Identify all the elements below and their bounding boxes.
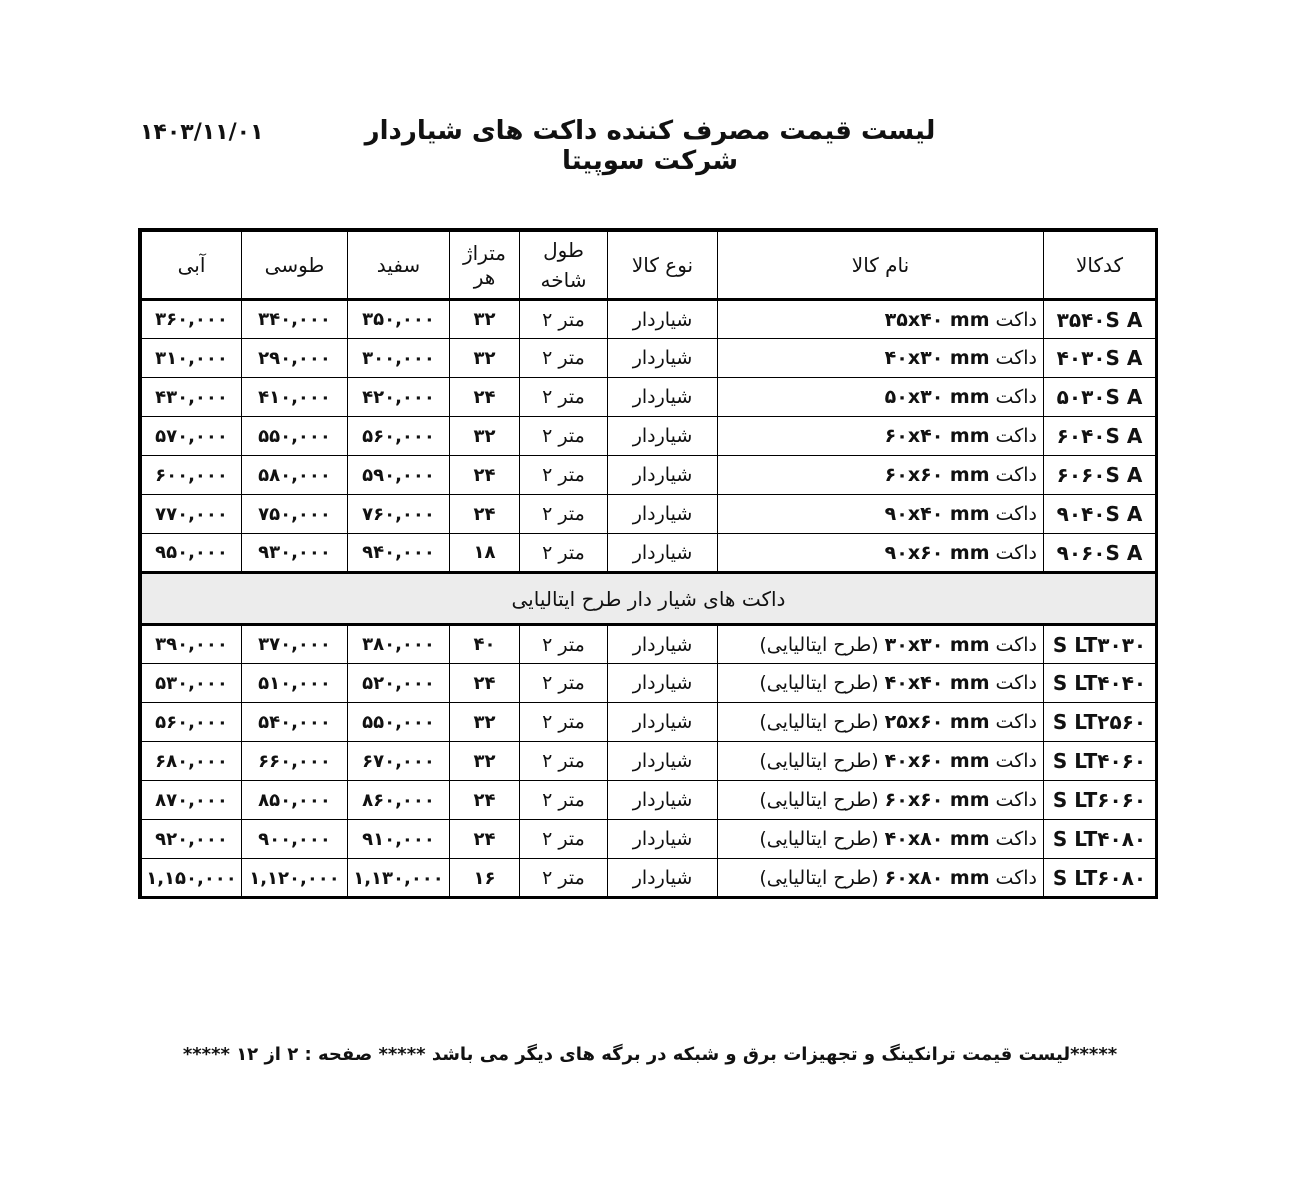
- cell-code: ۶۰۴۰S A: [1044, 417, 1156, 456]
- section-row: [142, 573, 1156, 625]
- cell-price-blue: ۶۸۰,۰۰۰: [142, 742, 242, 781]
- cell-price-white: ۸۶۰,۰۰۰: [348, 781, 450, 820]
- cell-price-white: ۳۵۰,۰۰۰: [348, 300, 450, 339]
- cell-name-size: ۳۰x۳۰ mm: [884, 633, 990, 656]
- cell-name-label: داکت: [989, 464, 1037, 486]
- cell-name-label: داکت: [989, 711, 1037, 733]
- cell-name-label: داکت: [989, 347, 1037, 369]
- cell-price-white: ۳۸۰,۰۰۰: [348, 625, 450, 664]
- cell-code: S LT۲۵۶۰: [1044, 703, 1156, 742]
- cell-name-label: داکت: [989, 425, 1037, 447]
- cell-meterage: ۲۴: [450, 495, 520, 534]
- cell-name-label: داکت: [989, 503, 1037, 525]
- cell-price-white: ۵۲۰,۰۰۰: [348, 664, 450, 703]
- cell-price-gray: ۶۶۰,۰۰۰: [242, 742, 348, 781]
- table-row: [142, 339, 1156, 378]
- table-row: [142, 742, 1156, 781]
- cell-meterage: ۲۴: [450, 378, 520, 417]
- table-row: [142, 300, 1156, 339]
- cell-name-suffix: (طرح ایتالیایی): [759, 828, 885, 850]
- table-row: [142, 781, 1156, 820]
- cell-type: شیاردار: [608, 664, 718, 703]
- cell-type: شیاردار: [608, 781, 718, 820]
- cell-name-label: [718, 417, 1044, 456]
- cell-meterage: ۲۴: [450, 820, 520, 859]
- cell-code: ۵۰۳۰S A: [1044, 378, 1156, 417]
- cell-price-white: ۱,۱۳۰,۰۰۰: [348, 859, 450, 898]
- header-length: طول شاخه: [520, 232, 608, 300]
- cell-price-white: ۶۷۰,۰۰۰: [348, 742, 450, 781]
- cell-name-suffix: (طرح ایتالیایی): [759, 633, 885, 656]
- table-row: [142, 820, 1156, 859]
- cell-name-suffix: (طرح ایتالیایی): [759, 672, 885, 694]
- cell-name-label: داکت: [989, 828, 1037, 850]
- cell-code: S LT۴۰۸۰: [1044, 820, 1156, 859]
- cell-name-size: ۹۰x۶۰ mm: [884, 541, 990, 564]
- cell-length: متر ۲: [520, 417, 608, 456]
- cell-price-blue: ۶۰۰,۰۰۰: [142, 456, 242, 495]
- section-title: داکت های شیار دار طرح ایتالیایی: [142, 573, 1156, 625]
- cell-price-white: ۳۰۰,۰۰۰: [348, 339, 450, 378]
- cell-code: ۹۰۶۰S A: [1044, 534, 1156, 573]
- table-header-row: [142, 232, 1156, 300]
- cell-length: متر ۲: [520, 534, 608, 573]
- cell-name-label: داکت: [989, 672, 1037, 694]
- cell-length: متر ۲: [520, 495, 608, 534]
- cell-name-label: [718, 859, 1044, 898]
- cell-name-size: ۶۰x۸۰ mm: [884, 867, 990, 889]
- cell-name-label: [718, 300, 1044, 339]
- cell-price-gray: ۵۱۰,۰۰۰: [242, 664, 348, 703]
- cell-name-label: [718, 495, 1044, 534]
- table-row: [142, 378, 1156, 417]
- cell-type: شیاردار: [608, 625, 718, 664]
- cell-price-blue: ۴۳۰,۰۰۰: [142, 378, 242, 417]
- cell-name-size: ۶۰x۴۰ mm: [884, 425, 990, 447]
- cell-name-size: ۶۰x۶۰ mm: [884, 464, 990, 486]
- cell-price-white: ۹۱۰,۰۰۰: [348, 820, 450, 859]
- header-gray: طوسی: [242, 232, 348, 300]
- cell-name-label: داکت: [989, 750, 1037, 772]
- cell-price-gray: ۴۱۰,۰۰۰: [242, 378, 348, 417]
- cell-length: متر ۲: [520, 456, 608, 495]
- table-row: [142, 417, 1156, 456]
- cell-name-size: ۵۰x۳۰ mm: [884, 386, 990, 408]
- cell-price-white: ۹۴۰,۰۰۰: [348, 534, 450, 573]
- cell-name-size: ۴۰x۳۰ mm: [884, 347, 990, 369]
- cell-name-label: داکت: [989, 308, 1037, 331]
- cell-price-white: ۷۶۰,۰۰۰: [348, 495, 450, 534]
- cell-length: متر ۲: [520, 378, 608, 417]
- cell-name-label: [718, 703, 1044, 742]
- cell-name-suffix: (طرح ایتالیایی): [759, 789, 885, 811]
- cell-price-gray: ۲۹۰,۰۰۰: [242, 339, 348, 378]
- header-code: کدکالا: [1044, 232, 1156, 300]
- cell-length: متر ۲: [520, 859, 608, 898]
- cell-name-size: ۳۵x۴۰ mm: [884, 308, 990, 331]
- price-table: [141, 231, 1156, 898]
- cell-name-label: [718, 534, 1044, 573]
- cell-meterage: ۳۲: [450, 703, 520, 742]
- cell-type: شیاردار: [608, 703, 718, 742]
- cell-name-suffix: (طرح ایتالیایی): [759, 867, 885, 889]
- table-row: [142, 495, 1156, 534]
- cell-name-label: [718, 625, 1044, 664]
- cell-meterage: ۳۲: [450, 742, 520, 781]
- cell-length: متر ۲: [520, 820, 608, 859]
- cell-type: شیاردار: [608, 339, 718, 378]
- cell-length: متر ۲: [520, 781, 608, 820]
- cell-price-blue: ۳۹۰,۰۰۰: [142, 625, 242, 664]
- cell-type: شیاردار: [608, 820, 718, 859]
- header-name: نام کالا: [718, 232, 1044, 300]
- cell-type: شیاردار: [608, 378, 718, 417]
- cell-price-blue: ۸۷۰,۰۰۰: [142, 781, 242, 820]
- section-body: [142, 573, 1156, 625]
- cell-price-white: ۵۵۰,۰۰۰: [348, 703, 450, 742]
- cell-name-label: [718, 781, 1044, 820]
- cell-type: شیاردار: [608, 300, 718, 339]
- cell-code: S LT۴۰۶۰: [1044, 742, 1156, 781]
- cell-price-blue: ۷۷۰,۰۰۰: [142, 495, 242, 534]
- cell-code: S LT۶۰۸۰: [1044, 859, 1156, 898]
- cell-type: شیاردار: [608, 859, 718, 898]
- footer-note: *****لیست قیمت ترانکینگ و تجهیزات برق و شبکه در برگه های دیگر می باشد ***** صفحه : ۲ از ۱۲ *****: [182, 1044, 1118, 1065]
- cell-name-label: داکت: [989, 541, 1037, 564]
- cell-type: شیاردار: [608, 417, 718, 456]
- cell-name-label: [718, 339, 1044, 378]
- cell-name-suffix: (طرح ایتالیایی): [759, 711, 885, 733]
- cell-price-gray: ۷۵۰,۰۰۰: [242, 495, 348, 534]
- cell-name-label: [718, 378, 1044, 417]
- price-table-container: [138, 228, 1158, 899]
- table-row: [142, 625, 1156, 664]
- cell-name-size: ۹۰x۴۰ mm: [884, 503, 990, 525]
- cell-name-label: [718, 820, 1044, 859]
- cell-name-size: ۴۰x۸۰ mm: [884, 828, 990, 850]
- cell-price-blue: ۹۵۰,۰۰۰: [142, 534, 242, 573]
- cell-meterage: ۱۶: [450, 859, 520, 898]
- cell-price-gray: ۳۴۰,۰۰۰: [242, 300, 348, 339]
- cell-name-label: داکت: [989, 867, 1037, 889]
- table-row: [142, 859, 1156, 898]
- header-meterage: متراژ هر: [450, 232, 520, 300]
- cell-meterage: ۲۴: [450, 664, 520, 703]
- cell-meterage: ۴۰: [450, 625, 520, 664]
- cell-length: متر ۲: [520, 625, 608, 664]
- header-type: نوع کالا: [608, 232, 718, 300]
- cell-type: شیاردار: [608, 534, 718, 573]
- cell-code: S LT۶۰۶۰: [1044, 781, 1156, 820]
- cell-type: شیاردار: [608, 456, 718, 495]
- cell-price-blue: ۵۷۰,۰۰۰: [142, 417, 242, 456]
- page-title: لیست قیمت مصرف کننده داکت های شیاردار شرکت سوپیتا: [364, 116, 936, 176]
- cell-name-suffix: (طرح ایتالیایی): [759, 750, 885, 772]
- cell-code: S LT۴۰۴۰: [1044, 664, 1156, 703]
- cell-meterage: ۲۴: [450, 456, 520, 495]
- cell-name-label: داکت: [989, 789, 1037, 811]
- cell-price-blue: ۹۲۰,۰۰۰: [142, 820, 242, 859]
- table-body-group1: [142, 300, 1156, 573]
- cell-meterage: ۳۲: [450, 339, 520, 378]
- cell-code: ۶۰۶۰S A: [1044, 456, 1156, 495]
- cell-meterage: ۱۸: [450, 534, 520, 573]
- cell-code: ۳۵۴۰S A: [1044, 300, 1156, 339]
- cell-name-size: ۲۵x۶۰ mm: [884, 711, 990, 733]
- cell-length: متر ۲: [520, 300, 608, 339]
- cell-meterage: ۳۲: [450, 417, 520, 456]
- cell-price-blue: ۵۳۰,۰۰۰: [142, 664, 242, 703]
- document-date: ۱۴۰۳/۱۱/۰۱: [140, 120, 264, 145]
- cell-price-blue: ۵۶۰,۰۰۰: [142, 703, 242, 742]
- cell-code: ۹۰۴۰S A: [1044, 495, 1156, 534]
- cell-price-gray: ۳۷۰,۰۰۰: [242, 625, 348, 664]
- cell-length: متر ۲: [520, 664, 608, 703]
- cell-length: متر ۲: [520, 703, 608, 742]
- cell-code: S LT۳۰۳۰: [1044, 625, 1156, 664]
- cell-price-white: ۴۲۰,۰۰۰: [348, 378, 450, 417]
- table-row: [142, 534, 1156, 573]
- header-white: سفید: [348, 232, 450, 300]
- cell-price-blue: ۳۶۰,۰۰۰: [142, 300, 242, 339]
- cell-price-white: ۵۹۰,۰۰۰: [348, 456, 450, 495]
- cell-name-label: [718, 664, 1044, 703]
- cell-price-gray: ۹۰۰,۰۰۰: [242, 820, 348, 859]
- cell-meterage: ۲۴: [450, 781, 520, 820]
- cell-price-gray: ۵۴۰,۰۰۰: [242, 703, 348, 742]
- cell-price-white: ۵۶۰,۰۰۰: [348, 417, 450, 456]
- cell-name-size: ۶۰x۶۰ mm: [884, 789, 990, 811]
- table-row: [142, 664, 1156, 703]
- cell-name-label: داکت: [989, 386, 1037, 408]
- cell-price-gray: ۹۳۰,۰۰۰: [242, 534, 348, 573]
- table-body-group2: [142, 625, 1156, 898]
- cell-name-label: [718, 456, 1044, 495]
- cell-type: شیاردار: [608, 742, 718, 781]
- cell-price-gray: ۱,۱۲۰,۰۰۰: [242, 859, 348, 898]
- cell-length: متر ۲: [520, 339, 608, 378]
- table-row: [142, 456, 1156, 495]
- cell-length: متر ۲: [520, 742, 608, 781]
- cell-price-blue: ۱,۱۵۰,۰۰۰: [142, 859, 242, 898]
- cell-name-label: [718, 742, 1044, 781]
- cell-name-size: ۴۰x۴۰ mm: [884, 672, 990, 694]
- cell-meterage: ۳۲: [450, 300, 520, 339]
- cell-type: شیاردار: [608, 495, 718, 534]
- cell-name-size: ۴۰x۶۰ mm: [884, 750, 990, 772]
- cell-price-blue: ۳۱۰,۰۰۰: [142, 339, 242, 378]
- cell-price-gray: ۸۵۰,۰۰۰: [242, 781, 348, 820]
- cell-price-gray: ۵۵۰,۰۰۰: [242, 417, 348, 456]
- header-blue: آبی: [142, 232, 242, 300]
- cell-name-label: داکت: [989, 633, 1037, 656]
- cell-code: ۴۰۳۰S A: [1044, 339, 1156, 378]
- table-row: [142, 703, 1156, 742]
- cell-price-gray: ۵۸۰,۰۰۰: [242, 456, 348, 495]
